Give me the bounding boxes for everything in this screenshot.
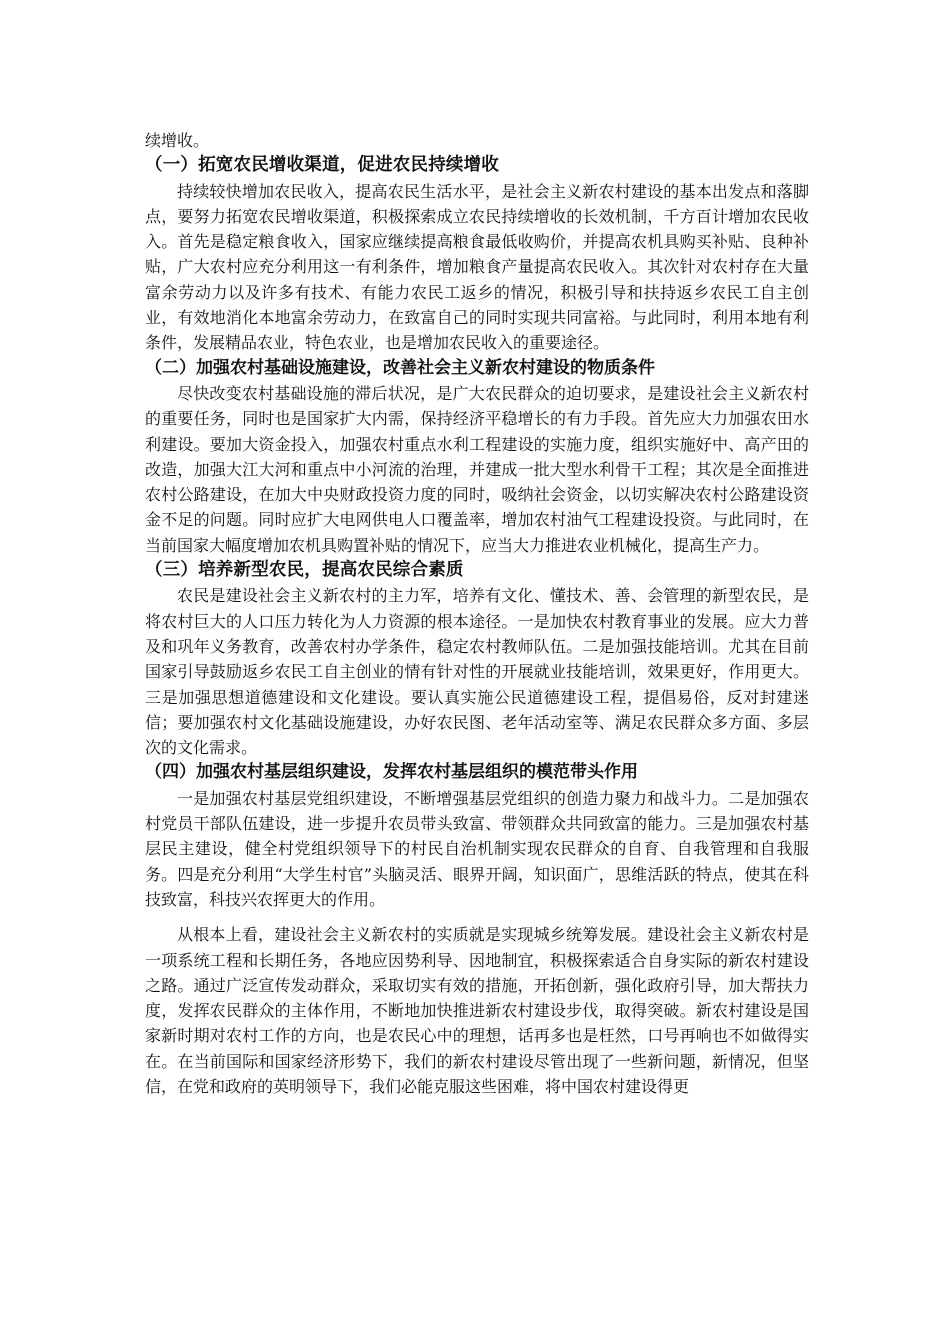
section-1-body: 持续较快增加农民收入，提高农民生活水平，是社会主义新农村建设的基本出发点和落脚点，要努力拓宽农民增收渠道，积极探索成立农民持续增收的长效机制，千方百计增加农民收入。首先是稳定粮食收入，国家应继续提高粮食最低收购价，并提高农机具购买补贴、良种补贴，广大农村应充分利用这一有利条件，增加粮食产量提高农民收入。其次针对农村存在大量富余劳动力以及许多有技术、有能力农民工返乡的情况，积极引导和扶持返乡农民工自主创业，有效地消化本地富余劳动力，在致富自己的同时实现共同富裕。与此同时，利用本地有利条件，发展精品农业，特色农业，也是增加农民收入的重要途径。 [145,181,809,353]
document-body [145,128,809,1099]
section-4-body: 一是加强农村基层党组织建设，不断增强基层党组织的创造力聚力和战斗力。二是加强农村党员干部队伍建设，进一步提升农员带头致富、带领群众共同致富的能力。三是加强农村基层民主建设，健全村党组织领导下的村民自治机制实现农民群众的自育、自我管理和自我服务。四是充分利用“大学生村官”头脑灵活、眼界开阔，知识面广，思维活跃的特点，使其在科技致富，科技兴农挥更大的作用。 [145,788,809,909]
section-3-heading: （三）培养新型农民，提高农民综合素质 [145,560,464,581]
section-4-heading: （四）加强农村基层组织建设，发挥农村基层组织的模范带头作用 [145,762,638,783]
section-2-heading: （二）加强农村基础设施建设，改善社会主义新农村建设的物质条件 [145,357,655,378]
continuation-text: 续增收。 [145,131,210,150]
section-1-heading: （一）拓宽农民增收渠道，促进农民持续增收 [145,155,499,176]
conclusion-body: 从根本上看，建设社会主义新农村的实质就是实现城乡统筹发展。建设社会主义新农村是一项系统工程和长期任务，各地应因势利导、因地制宜，积极探索适合自身实际的新农村建设之路。通过广泛宣传发动群众，采取切实有效的措施，开拓创新，强化政府引导，加大帮扶力度，发挥农民群众的主体作用，不断地加快推进新农村建设步伐，取得突破。新农村建设是国家新时期对农村工作的方向，也是农民心中的理想，话再多也是枉然，口号再响也不如做得实在。在当前国际和国家经济形势下，我们的新农村建设尽管出现了一些新问题，新情况，但坚信，在党和政府的英明领导下，我们必能克服这些困难，将中国农村建设得更 [145,925,809,1096]
paragraph-gap [145,912,809,922]
section-3-body: 农民是建设社会主义新农村的主力军，培养有文化、懂技术、善、会管理的新型农民，是将农村巨大的人口压力转化为人力资源的根本途径。一是加快农村教育事业的发展。应大力普及和巩年义务教育，改善农村办学条件，稳定农村教师队伍。二是加强技能培训。尤其在目前国家引导鼓励返乡农民工自主创业的情有针对性的开展就业技能培训，效果更好，作用更大。三是加强思想道德建设和文化建设。要认真实施公民道德建设工程，提倡易俗，反对封建迷信；要加强农村文化基础设施建设，办好农民图、老年活动室等、满足农民群众多方面、多层次的文化需求。 [145,586,809,758]
section-2-body: 尽快改变农村基础设施的滞后状况，是广大农民群众的迫切要求，是建设社会主义新农村的重要任务，同时也是国家扩大内需，保持经济平稳增长的有力手段。首先应大力加强农田水利建设。要加大资金投入，加强农村重点水利工程建设的实施力度，组织实施好中、高产田的改造，加强大江大河和重点中小河流的治理，并建成一批大型水利骨干工程；其次是全面推进农村公路建设，在加大中央财政投资力度的同时，吸纳社会资金，以切实解决农村公路建设资金不足的问题。同时应扩大电网供电人口覆盖率，增加农村油气工程建设投资。与此同时，在当前国家大幅度增加农机具购置补贴的情况下，应当大力推进农业机械化，提高生产力。 [145,383,809,555]
